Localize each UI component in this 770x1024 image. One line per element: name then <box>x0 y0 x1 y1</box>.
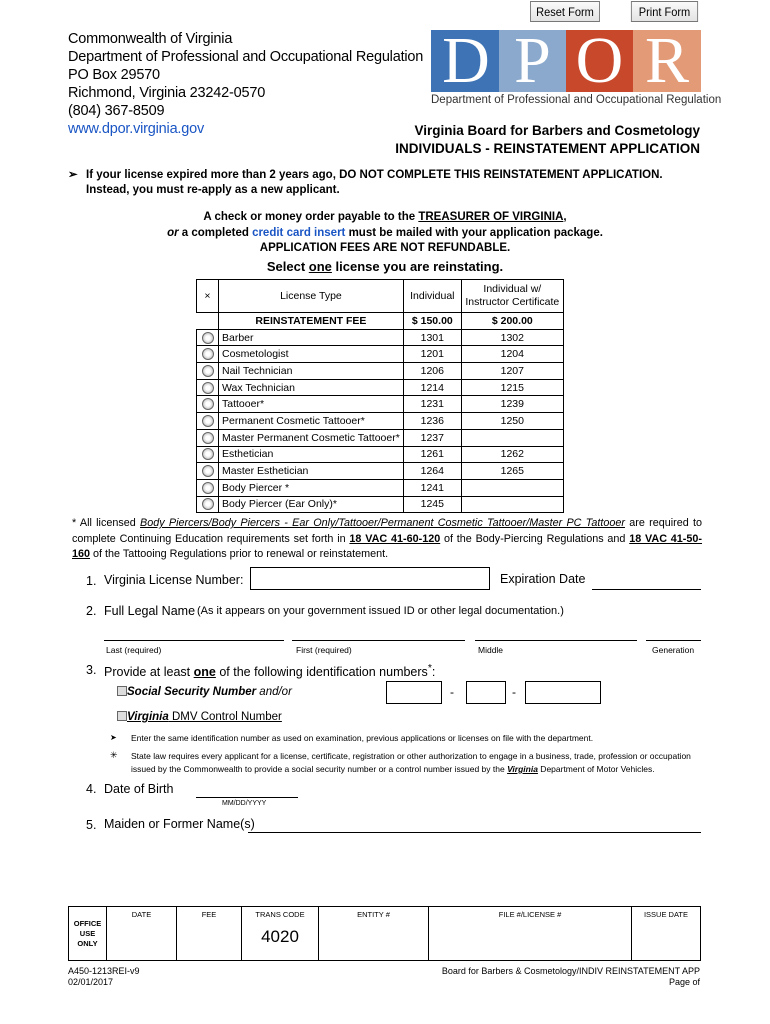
license-type-cell: Esthetician <box>219 446 404 463</box>
id-label-star: * <box>427 663 432 674</box>
license-radio-cell[interactable] <box>197 346 219 363</box>
license-type-cell: Nail Technician <box>219 363 404 380</box>
footer-title: Board for Barbers & Cosmetology/INDIV REINSTATEMENT APP <box>441 966 700 976</box>
dmv-checkbox[interactable] <box>117 711 127 721</box>
date-of-birth-input[interactable] <box>196 797 298 798</box>
instructor-code-cell: 1302 <box>461 329 563 346</box>
license-radio[interactable] <box>202 415 214 427</box>
license-row <box>197 396 564 413</box>
license-row <box>197 346 564 363</box>
license-row <box>197 496 564 513</box>
asterisk-icon: ✳ <box>110 750 118 760</box>
office-fee: FEE <box>177 907 242 961</box>
logo-subtitle: Department of Professional and Occupational Regulation <box>431 94 722 106</box>
license-radio[interactable] <box>202 348 214 360</box>
license-type-cell: Master Permanent Cosmetic Tattooer* <box>219 429 404 446</box>
license-type-header: License Type <box>219 280 404 313</box>
individual-code-cell: 1261 <box>403 446 461 463</box>
logo-letter-d: D <box>431 30 501 92</box>
payment-line2-post: must be mailed with your application package. <box>345 226 603 239</box>
trans-code-value: 4020 <box>261 927 299 946</box>
license-type-cell: Wax Technician <box>219 379 404 396</box>
ce-post: of the Tattooing Regulations prior to renewal or reinstatement. <box>90 548 389 560</box>
office-entity: ENTITY # <box>319 907 429 961</box>
ssn-and-or: and/or <box>256 686 292 698</box>
fees-not-refundable: APPLICATION FEES ARE NOT REFUNDABLE. <box>259 242 511 254</box>
id-note-2-virginia: Virginia <box>507 764 538 774</box>
license-type-cell: Cosmetologist <box>219 346 404 363</box>
id-label-one: one <box>193 665 216 680</box>
license-radio-cell[interactable] <box>197 429 219 446</box>
license-radio-cell[interactable] <box>197 363 219 380</box>
q3-number: 3. <box>86 663 97 677</box>
expiration-date-input[interactable] <box>592 589 701 590</box>
office-trans-code <box>242 907 319 961</box>
instructor-code-cell: 1262 <box>461 446 563 463</box>
individual-code-cell: 1301 <box>403 329 461 346</box>
license-number-label: Virginia License Number: <box>104 573 244 587</box>
license-radio[interactable] <box>202 498 214 510</box>
office-issue-date: ISSUE DATE <box>632 907 701 961</box>
form-number: A450-1213REI-v9 <box>68 966 140 976</box>
license-row <box>197 363 564 380</box>
license-row <box>197 479 564 496</box>
license-number-input[interactable] <box>250 567 490 590</box>
middle-name-label: Middle <box>478 645 504 655</box>
form-heading <box>395 122 700 158</box>
expiry-note-text: If your license expired more than 2 years ago, DO NOT COMPLETE THIS REINSTATEMENT APPLICATION. Instead, you must re-apply as a new applicant. <box>86 169 663 196</box>
logo-letter-p: P <box>499 30 566 92</box>
dmv-virginia: Virginia <box>127 711 169 723</box>
individual-code-cell: 1245 <box>403 496 461 513</box>
expiration-date-label: Expiration Date <box>500 572 586 586</box>
payment-line1-comma: , <box>563 211 567 223</box>
ce-license-types: Body Piercers/Body Piercers - Ear Only/Tattooer/Permanent Cosmetic Tattooer/Master PC Tattooer <box>140 517 625 529</box>
dmv-label: DMV Control Number <box>168 711 282 723</box>
ssn-dash-1: - <box>450 685 454 699</box>
individual-code-cell: 1206 <box>403 363 461 380</box>
arrow-bullet-icon: ➤ <box>110 733 117 742</box>
license-radio[interactable] <box>202 398 214 410</box>
address-line-1: Commonwealth of Virginia <box>68 31 233 47</box>
address-line-4: Richmond, Virginia 23242-0570 <box>68 85 266 101</box>
page-number: Page of <box>668 977 700 987</box>
individual-code-cell: 1201 <box>403 346 461 363</box>
q4-number: 4. <box>86 782 97 796</box>
license-radio-cell[interactable] <box>197 329 219 346</box>
individual-code-cell: 1241 <box>403 479 461 496</box>
dpor-logo <box>431 24 722 110</box>
ssn-checkbox[interactable] <box>117 686 127 696</box>
license-radio[interactable] <box>202 448 214 460</box>
first-name-input[interactable] <box>292 640 465 641</box>
office-use-label: OFFICE USE ONLY <box>69 907 107 961</box>
license-radio-cell[interactable] <box>197 496 219 513</box>
individual-code-cell: 1231 <box>403 396 461 413</box>
license-radio-cell[interactable] <box>197 379 219 396</box>
select-pre: Select <box>266 259 309 274</box>
id-label-colon: : <box>431 665 436 680</box>
instructor-code-cell: 1239 <box>461 396 563 413</box>
instructor-code-cell: 1265 <box>461 463 563 480</box>
first-name-label: First (required) <box>296 645 352 655</box>
individual-code-cell: 1237 <box>403 429 461 446</box>
license-table <box>196 279 564 513</box>
instructor-code-cell: 1215 <box>461 379 563 396</box>
form-date: 02/01/2017 <box>68 977 114 987</box>
office-file-license: FILE #/LICENSE # <box>429 907 632 961</box>
payment-line2-pre: a completed <box>178 226 253 239</box>
select-one: one <box>308 259 332 274</box>
generation-input[interactable] <box>646 640 701 641</box>
fee-label: REINSTATEMENT FEE <box>219 313 404 330</box>
id-label-pre: Provide at least <box>104 665 194 680</box>
ssn-option <box>117 686 292 698</box>
id-note-1: Enter the same identification number as used on examination, previous applications or licenses on file with the department. <box>131 733 594 743</box>
full-legal-name-label: Full Legal Name <box>104 604 196 618</box>
select-license-heading <box>0 259 770 274</box>
logo-letter-o: O <box>566 30 633 92</box>
treasurer-text: TREASURER OF VIRGINIA <box>418 211 564 223</box>
reset-form-button[interactable]: Reset Form <box>530 1 600 22</box>
address-line-3: PO Box 29570 <box>68 67 160 83</box>
logo-letter-r: R <box>633 30 701 92</box>
arrow-bullet-icon: ➢ <box>68 169 78 181</box>
dob-format-label: MM/DD/YYYY <box>222 800 267 807</box>
instructor-code-cell: 1207 <box>461 363 563 380</box>
license-radio-cell[interactable] <box>197 479 219 496</box>
instructor-code-cell <box>461 429 563 446</box>
license-type-cell: Master Esthetician <box>219 463 404 480</box>
trans-code-label: TRANS CODE <box>255 910 305 919</box>
ce-mid2: of the Body-Piercing Regulations and <box>440 532 630 545</box>
middle-name-input[interactable] <box>475 640 637 641</box>
maiden-name-label: Maiden or Former Name(s) <box>104 817 255 831</box>
continuing-education-note <box>72 516 702 563</box>
license-radio[interactable] <box>202 332 214 344</box>
office-use-table <box>68 906 701 961</box>
license-type-cell: Tattooer* <box>219 396 404 413</box>
license-type-cell: Body Piercer * <box>219 479 404 496</box>
individual-code-cell: 1236 <box>403 413 461 430</box>
dmv-option <box>117 711 282 723</box>
license-type-cell: Permanent Cosmetic Tattooer* <box>219 413 404 430</box>
fee-instructor: $ 200.00 <box>461 313 563 330</box>
footer-right <box>442 966 700 988</box>
license-radio-cell[interactable] <box>197 413 219 430</box>
license-radio-cell[interactable] <box>197 396 219 413</box>
license-radio[interactable] <box>202 365 214 377</box>
date-of-birth-label: Date of Birth <box>104 782 174 796</box>
last-name-input[interactable] <box>104 640 284 641</box>
payment-or: or <box>167 226 179 239</box>
address-phone: (804) 367-8509 <box>68 103 165 119</box>
footer-left <box>68 966 140 988</box>
website-link[interactable]: www.dpor.virginia.gov <box>68 121 205 137</box>
form-title: INDIVIDUALS - REINSTATEMENT APPLICATION <box>395 141 700 156</box>
instructor-code-cell <box>461 496 563 513</box>
ce-reg-ref-2: 18 VAC 41-50-160 <box>72 532 703 560</box>
office-date: DATE <box>107 907 177 961</box>
instructor-header: Individual w/ Instructor Certificate <box>461 280 563 313</box>
license-row <box>197 429 564 446</box>
license-radio-cell[interactable] <box>197 446 219 463</box>
ssn-label: Social Security Number <box>127 686 257 698</box>
q2-number: 2. <box>86 604 97 618</box>
legal-name-note: (As it appears on your government issued ID or other legal documentation.) <box>197 605 564 617</box>
individual-header: Individual <box>403 280 461 313</box>
license-radio[interactable] <box>202 382 214 394</box>
license-type-cell: Barber <box>219 329 404 346</box>
identification-label <box>104 663 435 679</box>
last-name-label: Last (required) <box>106 645 162 655</box>
payment-line1: A check or money order payable to the <box>203 211 419 223</box>
license-row <box>197 379 564 396</box>
print-form-button[interactable]: Print Form <box>631 1 698 22</box>
agency-address <box>68 30 423 138</box>
ce-pre: * All licensed <box>72 517 141 529</box>
individual-code-cell: 1264 <box>403 463 461 480</box>
ssn-dash-2: - <box>512 685 516 699</box>
individual-code-cell: 1214 <box>403 379 461 396</box>
maiden-name-input[interactable] <box>248 832 701 833</box>
license-radio-cell[interactable] <box>197 463 219 480</box>
ce-mid1: are required to complete Continuing Education requirements set forth in <box>72 517 703 545</box>
license-type-cell: Body Piercer (Ear Only)* <box>219 496 404 513</box>
id-note-2-pre: State law requires every applicant for a license, certificate, registration or other authorization to engage in a business, trade, profession or occupation issued by the Commonwealth to provide a social security number or a control number issued by the <box>131 751 691 774</box>
license-row <box>197 446 564 463</box>
instructor-code-cell <box>461 479 563 496</box>
ssn-part3-input[interactable] <box>525 681 601 704</box>
q1-number: 1. <box>86 574 97 588</box>
instructor-code-cell: 1204 <box>461 346 563 363</box>
license-row <box>197 463 564 480</box>
fee-individual: $ 150.00 <box>403 313 461 330</box>
license-radio[interactable] <box>202 482 214 494</box>
license-radio[interactable] <box>202 465 214 477</box>
payment-info <box>0 210 770 257</box>
id-label-post: of the following identification numbers <box>215 665 428 680</box>
select-post: license you are reinstating. <box>331 259 504 274</box>
id-note-2-post: Department of Motor Vehicles. <box>537 764 655 774</box>
ce-reg-ref-1: 18 VAC 41-60-120 <box>349 532 441 545</box>
board-name: Virginia Board for Barbers and Cosmetology <box>414 123 700 138</box>
ssn-part1-input[interactable] <box>386 681 442 704</box>
address-line-2: Department of Professional and Occupational Regulation <box>68 49 424 65</box>
license-row <box>197 413 564 430</box>
q5-number: 5. <box>86 818 97 832</box>
instructor-code-cell: 1250 <box>461 413 563 430</box>
expiry-note <box>68 168 704 198</box>
ssn-part2-input[interactable] <box>466 681 506 704</box>
id-note-2 <box>131 750 701 776</box>
generation-label: Generation <box>652 645 695 655</box>
license-row <box>197 329 564 346</box>
credit-card-insert-link[interactable]: credit card insert <box>252 226 346 239</box>
license-radio[interactable] <box>202 432 214 444</box>
x-header: × <box>197 280 219 313</box>
